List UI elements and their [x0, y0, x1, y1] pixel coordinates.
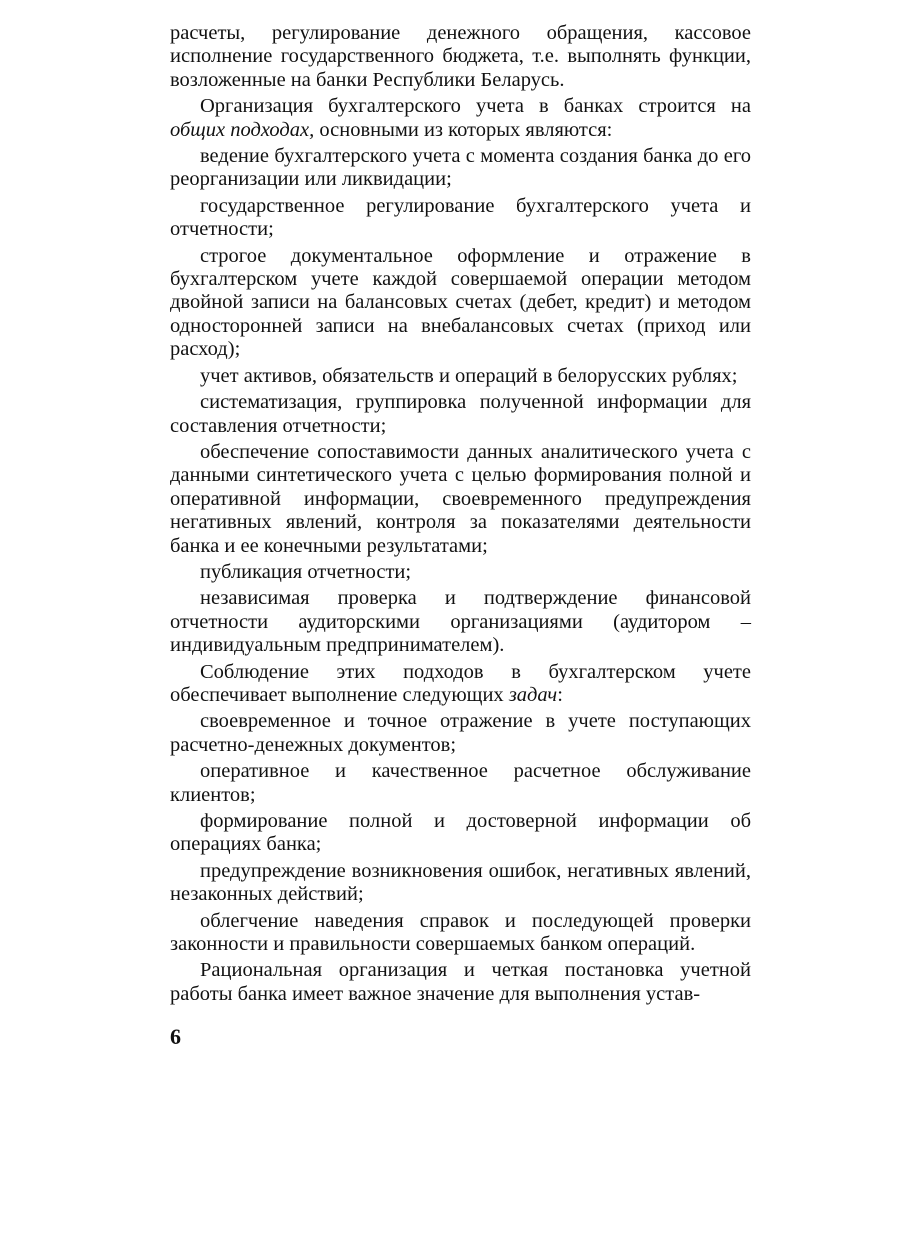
- list-item: ведение бухгалтерского учета с момента создания банка до его реорганизации или ликвидации;: [170, 145, 751, 191]
- list-item: облегчение наведения справок и последующей проверки законности и правильности совершаемых банком операций.: [170, 909, 751, 956]
- list-item: строгое документальное оформление и отражение в бухгалтерском учете каждой совершаемой операции методом двойной записи на балансовых счетах (дебет, кредит) и методом односторонней записи на внебалансовых счетах (приход или расход);: [170, 244, 751, 361]
- list-item: государственное регулирование бухгалтерского учета и отчетности;: [170, 194, 751, 241]
- list-item: обеспечение сопоставимости данных аналитического учета с данными синтетического учета с целью формирования полной и оперативной информации, своевременного предупреждения негативных явлений, контроля за показателями деятельности банка и ее конечными результатами;: [170, 440, 751, 557]
- list-item: своевременное и точное отражение в учете поступающих расчетно-денежных документов;: [170, 710, 751, 756]
- list-item: предупреждение возникновения ошибок, негативных явлений, незаконных действий;: [170, 859, 751, 906]
- page-body: [170, 22, 751, 1006]
- list-item: публикация отчетности;: [200, 560, 412, 583]
- paragraph-last: Рациональная организация и четкая постановка учетной работы банка имеет важное значение для выполнения устав-: [170, 959, 751, 1005]
- list-item: независимая проверка и подтверждение финансовой отчетности аудиторскими организациями (аудитором – индивидуальным предпринимателем).: [170, 587, 751, 657]
- list-item: систематизация, группировка полученной информации для составления отчетности;: [170, 391, 751, 437]
- page-number: 6: [170, 1024, 181, 1049]
- paragraph-2: Организация бухгалтерского учета в банках строится на общих подходах, основными из которых являются:: [170, 95, 751, 141]
- list-item: оперативное и качественное расчетное обслуживание клиентов;: [170, 760, 751, 806]
- list-item: формирование полной и достоверной информации об операциях банка;: [170, 810, 751, 856]
- list-item: учет активов, обязательств и операций в белорусских рублях;: [200, 364, 738, 387]
- paragraph-tasks: Соблюдение этих подходов в бухгалтерском учете обеспечивает выполнение следующих задач:: [170, 660, 751, 706]
- paragraph-1: расчеты, регулирование денежного обращения, кассовое исполнение государственного бюджета, т.е. выполнять функции, возложенные на банки Республики Беларусь.: [170, 22, 751, 91]
